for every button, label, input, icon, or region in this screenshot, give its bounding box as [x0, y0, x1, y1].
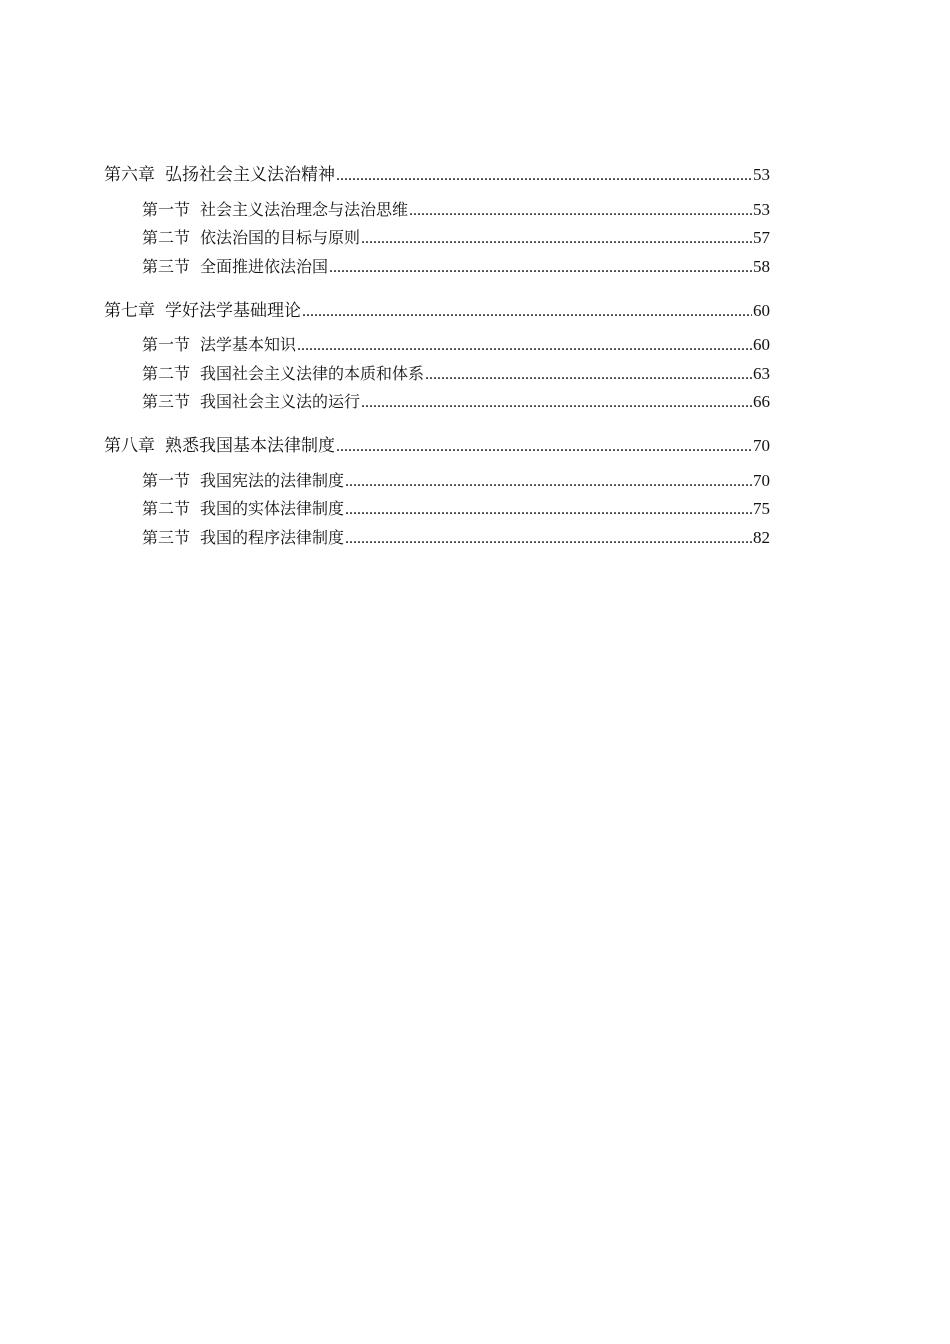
section-title: 依法治国的目标与原则 [200, 228, 361, 247]
section-page-number: 70 [753, 470, 770, 490]
toc-section-entry[interactable] [104, 491, 770, 520]
dot-leader [345, 473, 752, 491]
chapter-title: 弘扬社会主义法治精神 [165, 165, 335, 185]
dot-leader [425, 366, 752, 384]
dot-leader [361, 394, 752, 412]
dot-leader [336, 167, 752, 185]
section-label: 第二节 [142, 228, 191, 247]
section-label: 第一节 [142, 470, 191, 490]
section-label: 第三节 [142, 527, 191, 547]
section-page-number: 58 [753, 256, 770, 276]
toc-section-entry[interactable] [104, 191, 770, 220]
toc-section-entry[interactable] [104, 384, 770, 413]
chapter-label: 第八章 [104, 436, 155, 456]
toc-chapter-entry[interactable] [104, 155, 770, 185]
section-label: 第一节 [142, 199, 191, 219]
toc-section-entry[interactable] [104, 462, 770, 491]
section-page-number: 82 [753, 527, 770, 547]
dot-leader [297, 337, 752, 355]
section-title: 我国宪法的法律制度 [200, 470, 345, 490]
toc-chapter-entry[interactable] [104, 426, 770, 456]
dot-leader [329, 259, 752, 277]
section-label: 第三节 [142, 256, 191, 276]
section-label: 第三节 [142, 392, 191, 411]
toc-section-entry[interactable] [104, 355, 770, 384]
chapter-label: 第七章 [104, 300, 155, 321]
dot-leader [409, 202, 752, 220]
section-page-number: 75 [753, 499, 770, 518]
section-title: 我国的程序法律制度 [200, 527, 345, 547]
dot-leader [302, 303, 752, 321]
section-page-number: 57 [753, 228, 770, 247]
section-page-number: 63 [753, 363, 770, 383]
chapter-title: 熟悉我国基本法律制度 [165, 436, 335, 456]
section-label: 第二节 [142, 499, 191, 518]
section-title: 法学基本知识 [200, 335, 297, 354]
toc-section-entry[interactable] [104, 327, 770, 356]
toc-chapter-7 [104, 291, 770, 413]
section-title: 社会主义法治理念与法治思维 [200, 199, 409, 219]
dot-leader [345, 501, 752, 519]
section-page-number: 66 [753, 392, 770, 411]
toc-chapter-8 [104, 426, 770, 548]
section-title: 我国社会主义法律的本质和体系 [200, 363, 425, 383]
toc-section-entry[interactable] [104, 248, 770, 277]
toc-section-entry[interactable] [104, 519, 770, 548]
section-label: 第二节 [142, 363, 191, 383]
section-title: 我国的实体法律制度 [200, 499, 345, 518]
chapter-page-number: 70 [753, 436, 770, 455]
chapter-page-number: 60 [753, 300, 770, 320]
dot-leader [345, 530, 752, 548]
dot-leader [336, 438, 752, 456]
toc-chapter-entry[interactable] [104, 291, 770, 321]
section-title: 我国社会主义法的运行 [200, 392, 361, 411]
section-page-number: 60 [753, 335, 770, 354]
section-label: 第一节 [142, 335, 191, 354]
chapter-page-number: 53 [753, 165, 770, 184]
chapter-label: 第六章 [104, 165, 155, 185]
section-page-number: 53 [753, 199, 770, 219]
chapter-title: 学好法学基础理论 [165, 300, 301, 321]
toc-chapter-6 [104, 155, 770, 277]
dot-leader [361, 230, 752, 248]
table-of-contents [104, 155, 770, 562]
section-title: 全面推进依法治国 [200, 256, 329, 276]
toc-section-entry[interactable] [104, 220, 770, 249]
